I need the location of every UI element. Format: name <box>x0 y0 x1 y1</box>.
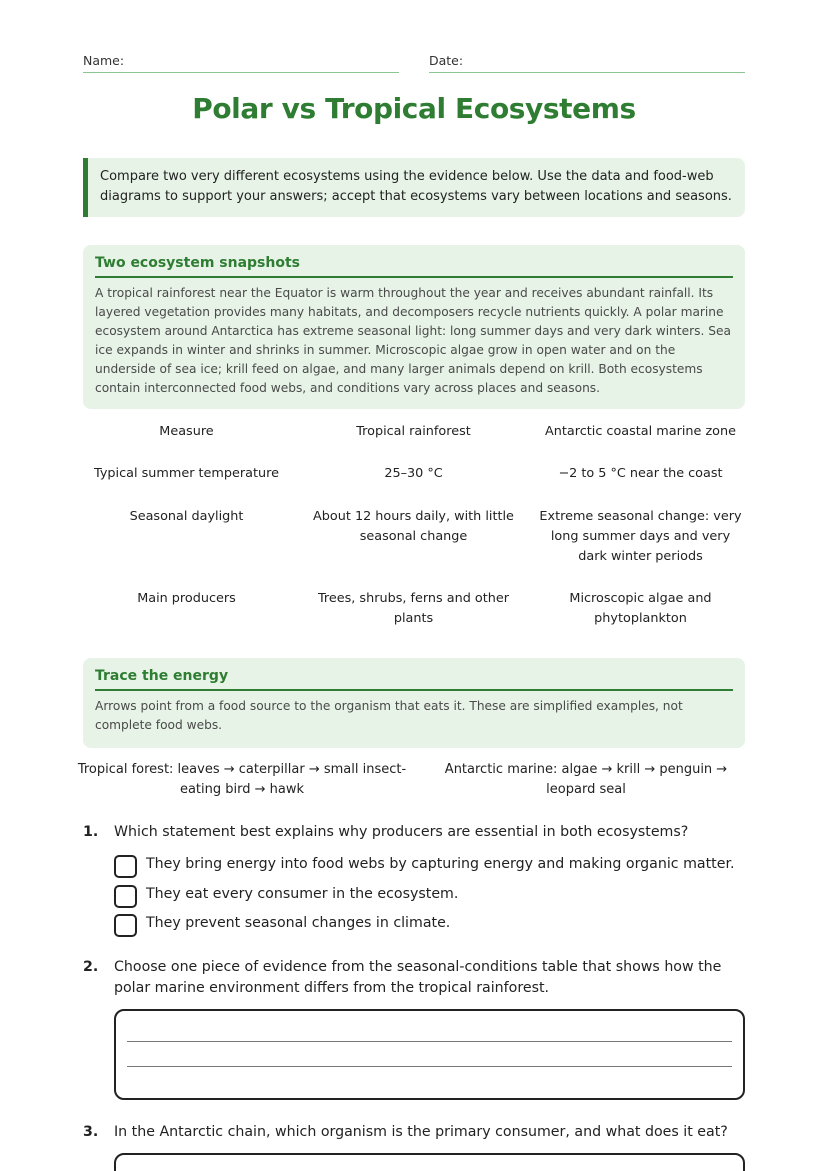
header-fields <box>83 50 745 74</box>
table-cell: Typical summer temperature <box>94 466 279 481</box>
snapshots-panel <box>83 245 745 409</box>
answer-line <box>127 1066 732 1067</box>
table-row <box>73 507 755 589</box>
answer-box-3[interactable] <box>114 1153 745 1171</box>
question-number: 2. <box>83 959 99 975</box>
checkbox[interactable] <box>114 885 137 908</box>
question-text: In the Antarctic chain, which organism is the primary consumer, and what does it eat? <box>114 1124 728 1140</box>
table-header-row <box>73 422 755 464</box>
option-label: They eat every consumer in the ecosystem. <box>146 885 459 902</box>
trace-panel <box>83 658 745 748</box>
name-label: Name: <box>83 53 125 68</box>
intro-callout: Compare two very different ecosystems using the evidence below. Use the data and food-web diagrams to support your answers; accept that ecosystems vary between locations and seasons. <box>83 158 745 217</box>
page-title: Polar vs Tropical Ecosystems <box>192 92 636 125</box>
table-header-cell: Tropical rainforest <box>356 424 471 439</box>
table-cell: −2 to 5 °C near the coast <box>558 466 723 481</box>
trace-title: Trace the energy <box>95 668 733 691</box>
snapshots-title: Two ecosystem snapshots <box>95 255 733 278</box>
table-cell: About 12 hours daily, with little seasonal change <box>313 509 514 544</box>
table-cell: 25–30 °C <box>384 466 443 481</box>
date-field[interactable] <box>429 50 745 73</box>
date-label: Date: <box>429 53 464 68</box>
table-cell: Microscopic algae and phytoplankton <box>569 591 712 626</box>
table-header-cell: Measure <box>159 424 214 439</box>
option-label: They prevent seasonal changes in climate. <box>146 915 451 931</box>
table-cell: Main producers <box>137 591 236 606</box>
conditions-table <box>73 422 755 649</box>
option-2[interactable] <box>114 884 744 914</box>
question-3 <box>83 1122 745 1143</box>
question-number: 1. <box>83 824 99 840</box>
antarctic-food-chain: Antarctic marine: algae → krill → penguin → leopard seal <box>444 762 728 797</box>
question-2 <box>83 957 745 999</box>
answer-box-2[interactable] <box>114 1009 745 1100</box>
table-cell: Extreme seasonal change: very long summer days and very dark winter periods <box>539 509 742 564</box>
table-cell: Seasonal daylight <box>129 509 244 524</box>
table-header-cell: Antarctic coastal marine zone <box>545 424 736 439</box>
question-1 <box>83 822 745 843</box>
question-number: 3. <box>83 1124 99 1140</box>
question-1-options <box>114 854 744 943</box>
tropical-food-chain: Tropical forest: leaves → caterpillar → small insect-eating bird → hawk <box>77 762 407 797</box>
option-3[interactable] <box>114 913 744 943</box>
question-text: Choose one piece of evidence from the seasonal-conditions table that shows how the polar marine environment differs from the tropical rainforest. <box>114 959 722 996</box>
trace-text: Arrows point from a food source to the organism that eats it. These are simplified examples, not complete food webs. <box>95 699 683 732</box>
option-label: They bring energy into food webs by capturing energy and making organic matter. <box>146 856 735 872</box>
table-cell: Trees, shrubs, ferns and other plants <box>317 591 510 626</box>
name-field[interactable] <box>83 50 399 73</box>
table-row <box>73 589 755 649</box>
question-text: Which statement best explains why producers are essential in both ecosystems? <box>114 824 689 840</box>
answer-line <box>127 1041 732 1042</box>
checkbox[interactable] <box>114 855 137 878</box>
checkbox[interactable] <box>114 914 137 937</box>
option-1[interactable] <box>114 854 744 884</box>
table-row <box>73 464 755 507</box>
snapshots-text: A tropical rainforest near the Equator is warm throughout the year and receives abundant rainfall. Its layered vegetation provides many habitats, and decomposers recycle nutrients quickly. A polar marine ecosystem around Antarctica has extreme seasonal light: long summer days and very dark winters. Sea ice expands in winter and shrinks in summer. Microscopic algae grow in open water and on the underside of sea ice; krill feed on algae, and many larger animals depend on krill. Both ecosystems contain interconnected food webs, and conditions vary across places and seasons. <box>95 286 731 395</box>
